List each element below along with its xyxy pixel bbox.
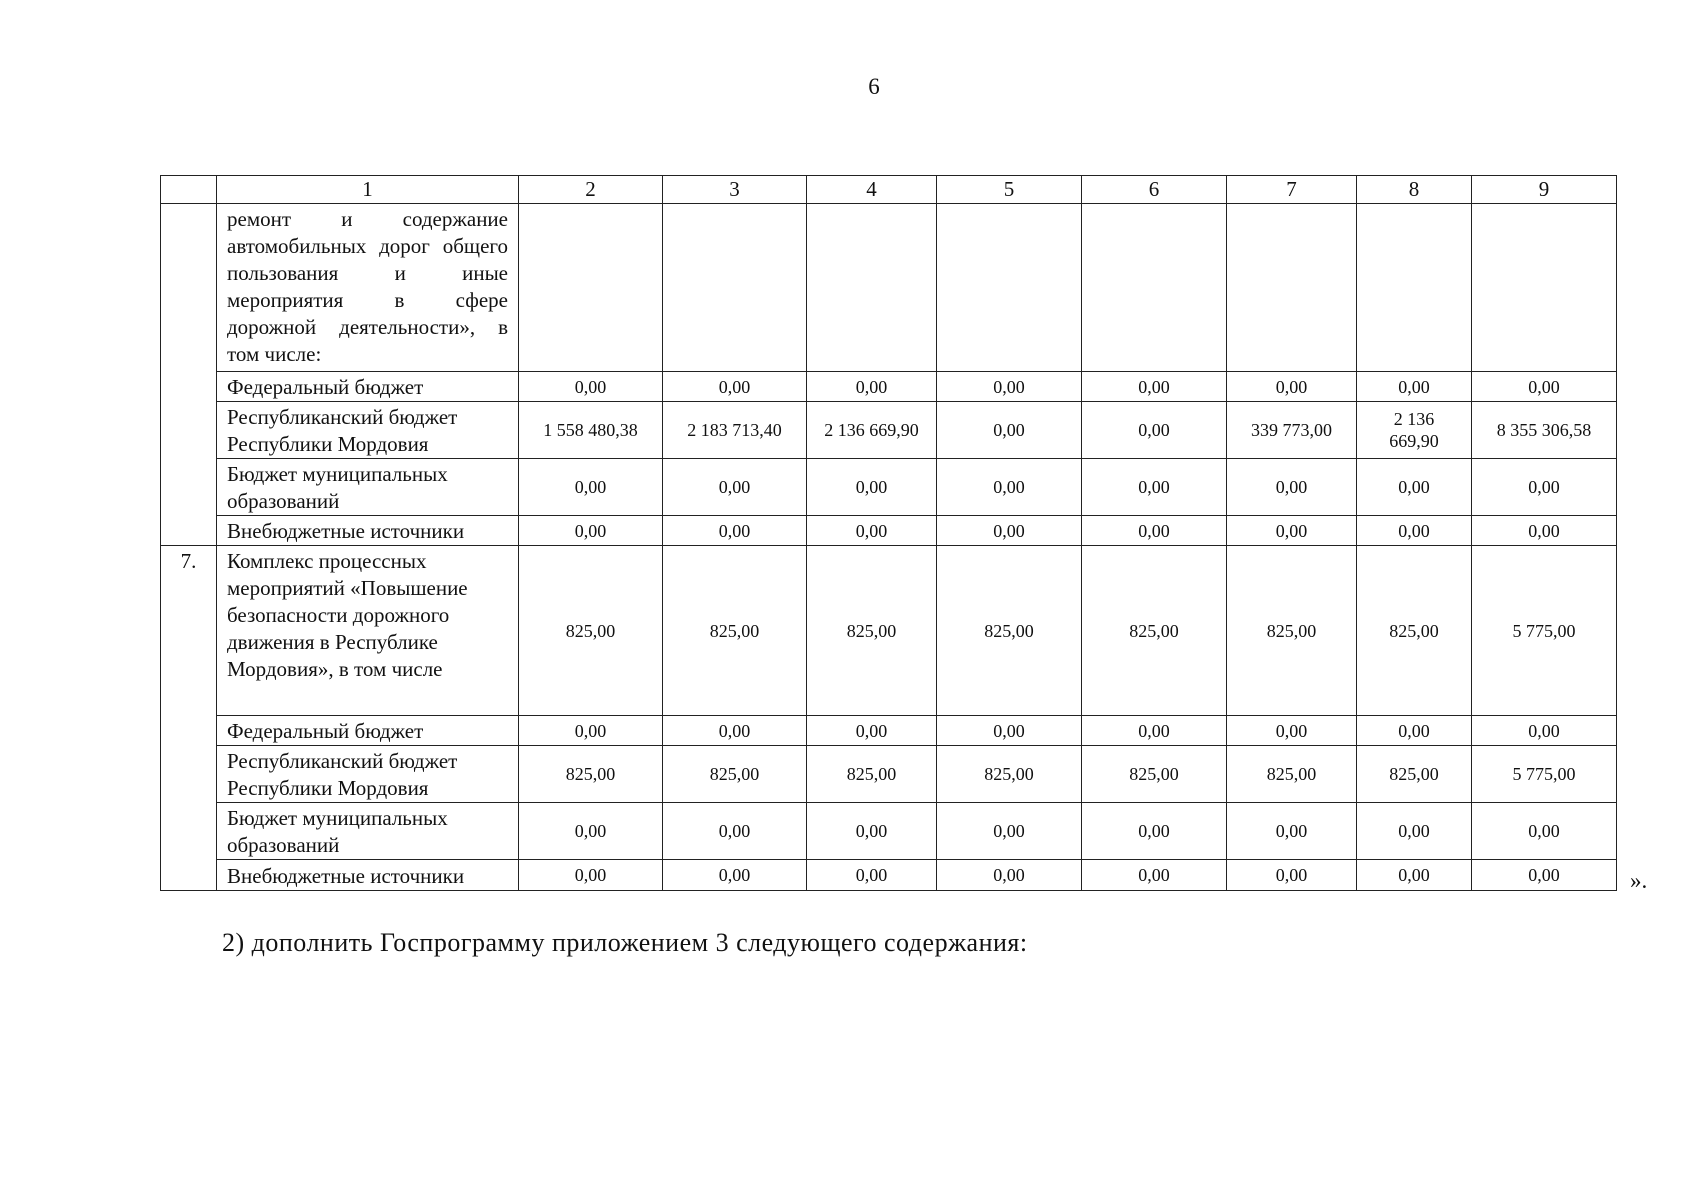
value-cell: 825,00 (1357, 546, 1472, 716)
table-row (161, 803, 1617, 860)
table-row (161, 402, 1617, 459)
value-cell (807, 204, 937, 372)
value-cell: 0,00 (1082, 803, 1227, 860)
row-label: Республиканский бюджет Республики Мордовия (217, 402, 519, 459)
value-cell: 2 183 713,40 (663, 402, 807, 459)
row-label: Федеральный бюджет (217, 716, 519, 746)
value-cell (663, 204, 807, 372)
row-label: Федеральный бюджет (217, 372, 519, 402)
value-cell: 0,00 (519, 516, 663, 546)
value-cell: 0,00 (1082, 402, 1227, 459)
value-cell: 0,00 (1227, 372, 1357, 402)
header-cell: 3 (663, 176, 807, 204)
header-cell (161, 176, 217, 204)
value-cell: 0,00 (1472, 516, 1617, 546)
row-number-cell (161, 372, 217, 402)
value-cell: 0,00 (1357, 516, 1472, 546)
row-number-cell (161, 516, 217, 546)
value-cell: 0,00 (1472, 372, 1617, 402)
value-cell (519, 204, 663, 372)
row-label: Республиканский бюджет Республики Мордовия (217, 746, 519, 803)
value-cell: 0,00 (1082, 459, 1227, 516)
value-cell: 0,00 (1082, 860, 1227, 891)
value-cell: 0,00 (519, 459, 663, 516)
row-label: Бюджет муниципальных образований (217, 803, 519, 860)
row-number-cell (161, 803, 217, 860)
value-cell: 825,00 (1082, 746, 1227, 803)
header-cell: 8 (1357, 176, 1472, 204)
value-cell: 0,00 (519, 803, 663, 860)
budget-table (160, 175, 1617, 891)
value-cell: 0,00 (937, 516, 1082, 546)
value-cell: 825,00 (1082, 546, 1227, 716)
table-header-row (161, 176, 1617, 204)
value-cell: 0,00 (1227, 860, 1357, 891)
row-number-cell (161, 204, 217, 372)
row-number-cell (161, 860, 217, 891)
value-cell: 0,00 (1227, 716, 1357, 746)
table-row (161, 516, 1617, 546)
table-row (161, 546, 1617, 716)
value-cell: 0,00 (937, 372, 1082, 402)
table-row (161, 716, 1617, 746)
value-cell: 0,00 (663, 459, 807, 516)
value-cell: 0,00 (807, 716, 937, 746)
value-cell: 0,00 (1227, 803, 1357, 860)
value-cell: 0,00 (937, 459, 1082, 516)
header-cell: 6 (1082, 176, 1227, 204)
value-cell: 0,00 (1082, 372, 1227, 402)
value-cell: 0,00 (1357, 860, 1472, 891)
table-row (161, 372, 1617, 402)
value-cell: 339 773,00 (1227, 402, 1357, 459)
row-number-cell (161, 716, 217, 746)
value-cell (937, 204, 1082, 372)
value-cell: 0,00 (519, 372, 663, 402)
value-cell: 825,00 (1227, 546, 1357, 716)
value-cell: 825,00 (519, 746, 663, 803)
row-label: Внебюджетные источники (217, 516, 519, 546)
value-cell: 0,00 (937, 402, 1082, 459)
value-cell: 0,00 (519, 716, 663, 746)
value-cell: 1 558 480,38 (519, 402, 663, 459)
header-cell: 5 (937, 176, 1082, 204)
row-number-cell (161, 746, 217, 803)
value-cell: 0,00 (937, 803, 1082, 860)
header-cell: 4 (807, 176, 937, 204)
row-label: Внебюджетные источники (217, 860, 519, 891)
value-cell: 825,00 (1357, 746, 1472, 803)
row-number-cell: 7. (161, 546, 217, 716)
row-label: Бюджет муниципальных образований (217, 459, 519, 516)
value-cell (1472, 204, 1617, 372)
value-cell: 0,00 (1357, 803, 1472, 860)
amendment-paragraph: 2) дополнить Госпрограмму приложением 3 следующего содержания: (222, 928, 1028, 957)
row-label: Комплекс процессных мероприятий «Повышение безопасности дорожного движения в Республике Мордовия», в том числе (217, 546, 519, 716)
value-cell: 825,00 (807, 546, 937, 716)
value-cell: 825,00 (663, 546, 807, 716)
value-cell (1082, 204, 1227, 372)
value-cell: 0,00 (663, 860, 807, 891)
value-cell: 0,00 (663, 716, 807, 746)
value-cell: 0,00 (663, 372, 807, 402)
value-cell: 0,00 (1227, 459, 1357, 516)
value-cell: 0,00 (1472, 459, 1617, 516)
header-cell: 1 (217, 176, 519, 204)
value-cell: 0,00 (1357, 372, 1472, 402)
value-cell: 0,00 (1082, 716, 1227, 746)
value-cell: 8 355 306,58 (1472, 402, 1617, 459)
value-cell: 0,00 (663, 803, 807, 860)
value-cell: 0,00 (807, 372, 937, 402)
closing-quote: ». (1630, 868, 1648, 893)
value-cell: 0,00 (1082, 516, 1227, 546)
value-cell: 0,00 (807, 516, 937, 546)
value-cell: 2 136 669,90 (1357, 402, 1472, 459)
value-cell: 0,00 (807, 459, 937, 516)
value-cell: 0,00 (1357, 459, 1472, 516)
header-cell: 7 (1227, 176, 1357, 204)
page-number: 6 (868, 74, 880, 99)
value-cell: 0,00 (663, 516, 807, 546)
value-cell (1357, 204, 1472, 372)
value-cell: 5 775,00 (1472, 546, 1617, 716)
value-cell (1227, 204, 1357, 372)
value-cell: 0,00 (937, 860, 1082, 891)
table-row (161, 746, 1617, 803)
value-cell: 825,00 (663, 746, 807, 803)
row-number-cell (161, 402, 217, 459)
value-cell: 825,00 (937, 746, 1082, 803)
row-number-cell (161, 459, 217, 516)
value-cell: 2 136 669,90 (807, 402, 937, 459)
row-label: ремонт и содержание автомобильных дорог общего пользования и иные мероприятия в сфере дорожной деятельности», в том числе: (217, 204, 519, 372)
value-cell: 0,00 (807, 803, 937, 860)
value-cell: 0,00 (1472, 860, 1617, 891)
value-cell: 0,00 (1357, 716, 1472, 746)
value-cell: 5 775,00 (1472, 746, 1617, 803)
value-cell: 0,00 (1472, 716, 1617, 746)
value-cell: 0,00 (519, 860, 663, 891)
value-cell: 0,00 (1472, 803, 1617, 860)
value-cell: 825,00 (519, 546, 663, 716)
header-cell: 2 (519, 176, 663, 204)
header-cell: 9 (1472, 176, 1617, 204)
table-row (161, 459, 1617, 516)
value-cell: 0,00 (1227, 516, 1357, 546)
value-cell: 0,00 (807, 860, 937, 891)
value-cell: 0,00 (937, 716, 1082, 746)
value-cell: 825,00 (937, 546, 1082, 716)
value-cell: 825,00 (807, 746, 937, 803)
table-row (161, 204, 1617, 372)
value-cell: 825,00 (1227, 746, 1357, 803)
table-row (161, 860, 1617, 891)
